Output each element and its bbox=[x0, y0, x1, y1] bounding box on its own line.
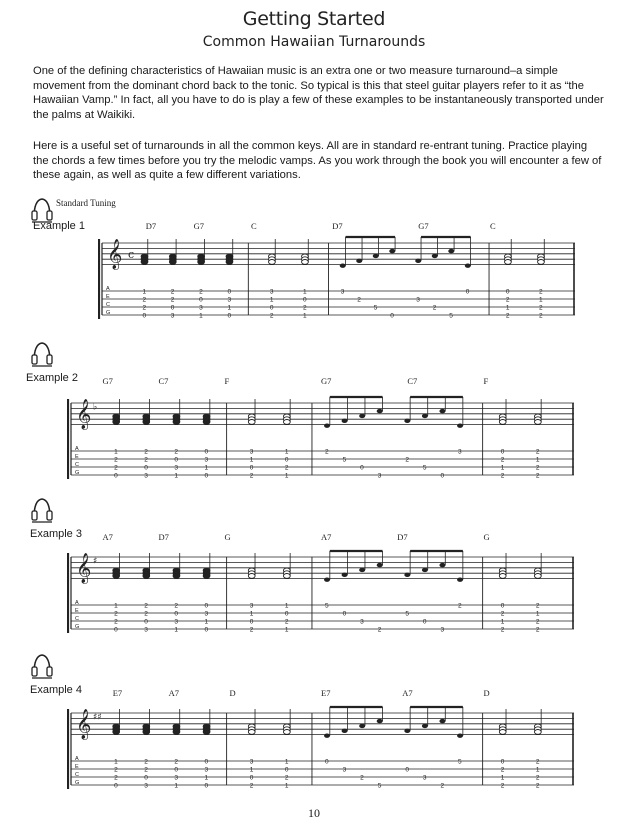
tab-number: 3 bbox=[249, 448, 254, 456]
tab-number: 2 bbox=[377, 626, 382, 634]
tab-number: 5 bbox=[458, 758, 462, 766]
tab-number: 0 bbox=[204, 602, 209, 610]
chord-name: A7 bbox=[168, 688, 179, 698]
tab-number: 2 bbox=[535, 602, 540, 610]
tab-string-letter: A bbox=[75, 600, 79, 606]
tab-number: 0 bbox=[440, 472, 445, 480]
note-head bbox=[439, 563, 445, 567]
tab-number: 0 bbox=[170, 304, 175, 312]
note-head bbox=[432, 254, 438, 258]
tab-number: 0 bbox=[360, 464, 364, 472]
tab-number: 2 bbox=[535, 618, 540, 626]
note-head bbox=[113, 574, 120, 579]
chord-name: A7 bbox=[321, 532, 332, 542]
tab-number: 3 bbox=[269, 288, 274, 296]
tab-number: 5 bbox=[373, 304, 378, 312]
note-head bbox=[457, 577, 463, 581]
chord-name: G7 bbox=[102, 376, 113, 386]
note-head bbox=[226, 260, 233, 265]
tab-number: 1 bbox=[114, 602, 118, 610]
treble-clef-icon: 𝄞 bbox=[76, 553, 92, 584]
note-head bbox=[422, 724, 428, 728]
tab-number: 3 bbox=[144, 782, 148, 790]
tab-number: 2 bbox=[144, 766, 148, 774]
note-head bbox=[359, 568, 365, 572]
note-head bbox=[439, 409, 445, 413]
chord-name: G7 bbox=[321, 376, 332, 386]
tab-number: 1 bbox=[114, 448, 118, 456]
chord-name: D7 bbox=[397, 532, 408, 542]
tab-number: 2 bbox=[170, 288, 175, 296]
tab-number: 1 bbox=[302, 312, 307, 320]
note-head bbox=[356, 259, 362, 263]
tab-number: 2 bbox=[458, 602, 462, 610]
tab-number: 0 bbox=[284, 766, 289, 774]
note-head bbox=[439, 719, 445, 723]
tab-number: 2 bbox=[249, 782, 254, 790]
chord-name: G bbox=[224, 532, 231, 542]
tab-number: 2 bbox=[500, 782, 505, 790]
tab-string-letter: E bbox=[75, 608, 79, 614]
note-head bbox=[203, 574, 210, 579]
chord-name: A7 bbox=[102, 532, 113, 542]
tab-number: 0 bbox=[422, 618, 427, 626]
tab-number: 3 bbox=[416, 296, 420, 304]
tab-number: 1 bbox=[284, 758, 289, 766]
tab-number: 0 bbox=[405, 766, 409, 774]
note-head bbox=[538, 260, 545, 265]
tab-number: 3 bbox=[227, 296, 232, 304]
note-head bbox=[203, 730, 210, 735]
note-head bbox=[377, 409, 383, 413]
tab-number: 1 bbox=[204, 464, 209, 472]
tab-number: 0 bbox=[199, 296, 203, 304]
tab-number: 0 bbox=[144, 618, 148, 626]
intro-paragraph-2: Here is a useful set of turnarounds in all the common keys. All are in standard re-entrant tuning. Practice playing the chords a few times before you try the melodic vamps. As you work through the book you will encounter a few of these again, as well as quite a few different variations. bbox=[33, 140, 602, 182]
tab-number: 1 bbox=[302, 288, 307, 296]
note-head bbox=[534, 420, 541, 425]
tab-number: 1 bbox=[535, 766, 540, 774]
tab-number: 1 bbox=[284, 448, 289, 456]
tab-number: 2 bbox=[500, 456, 505, 464]
example-label: Example 4 bbox=[30, 684, 82, 696]
intro-paragraph-1: One of the defining characteristics of Hawaiian music is an extra one or two measure turnaround–a simple movement from the dominant chord back to the tonic. So typical is this that steel guitar players refer to it as “the Hawaiian Vamp.” In fact, all you have to do is play a few of these examples to be instantaneously transported under the palms at Waikiki. bbox=[33, 65, 604, 121]
tab-number: 1 bbox=[505, 304, 510, 312]
tab-number: 1 bbox=[535, 456, 540, 464]
tab-number: 2 bbox=[144, 448, 148, 456]
tab-number: 0 bbox=[342, 610, 347, 618]
tab-number: 3 bbox=[144, 472, 148, 480]
page-number: 10 bbox=[308, 806, 320, 820]
tab-string-letter: E bbox=[75, 764, 79, 770]
note-head bbox=[359, 414, 365, 418]
tab-number: 3 bbox=[249, 602, 254, 610]
note-head bbox=[173, 730, 180, 735]
tab-number: 1 bbox=[249, 766, 254, 774]
tab-number: 2 bbox=[144, 758, 148, 766]
tab-number: 5 bbox=[325, 602, 329, 610]
tab-number: 2 bbox=[199, 288, 203, 296]
note-head bbox=[324, 577, 330, 581]
tab-number: 2 bbox=[538, 312, 543, 320]
tab-number: 1 bbox=[284, 472, 289, 480]
note-head bbox=[404, 573, 410, 577]
tab-number: 0 bbox=[142, 312, 147, 320]
tab-number: 2 bbox=[144, 610, 148, 618]
tab-string-letter: A bbox=[75, 756, 79, 762]
note-head bbox=[342, 729, 348, 733]
tab-number: 3 bbox=[199, 304, 203, 312]
audio-track-icon bbox=[31, 652, 53, 680]
note-head bbox=[373, 254, 379, 258]
tab-number: 0 bbox=[144, 774, 148, 782]
note-head bbox=[377, 563, 383, 567]
note-head bbox=[173, 420, 180, 425]
time-signature: c bbox=[128, 248, 135, 262]
tab-string-letter: A bbox=[75, 446, 79, 452]
tab-number: 2 bbox=[405, 456, 409, 464]
tab-number: 0 bbox=[114, 782, 118, 790]
tab-number: 2 bbox=[174, 758, 179, 766]
tab-number: 3 bbox=[440, 626, 445, 634]
chord-name: C bbox=[489, 221, 496, 231]
tab-number: 1 bbox=[500, 774, 505, 782]
tab-number: 1 bbox=[538, 296, 543, 304]
tab-number: 1 bbox=[199, 312, 203, 320]
tab-number: 2 bbox=[500, 626, 505, 634]
tab-number: 2 bbox=[144, 456, 148, 464]
note-head bbox=[422, 414, 428, 418]
note-head bbox=[404, 729, 410, 733]
tab-number: 0 bbox=[174, 456, 179, 464]
note-head bbox=[505, 260, 512, 265]
note-head bbox=[203, 420, 210, 425]
note-head bbox=[340, 263, 346, 267]
tab-number: 2 bbox=[538, 288, 543, 296]
tab-string-letter: C bbox=[75, 616, 79, 622]
tuning-note: Standard Tuning bbox=[56, 198, 116, 208]
note-head bbox=[113, 730, 120, 735]
tab-number: 0 bbox=[284, 456, 289, 464]
tab-string-letter: G bbox=[106, 310, 111, 316]
tab-number: 0 bbox=[174, 610, 179, 618]
tab-number: 2 bbox=[535, 774, 540, 782]
chord-name: F bbox=[224, 376, 230, 386]
tab-number: 2 bbox=[538, 304, 543, 312]
tab-number: 1 bbox=[535, 610, 540, 618]
note-head bbox=[248, 730, 255, 735]
tab-number: 1 bbox=[204, 618, 209, 626]
note-head bbox=[389, 249, 395, 253]
tab-number: 0 bbox=[500, 602, 505, 610]
tab-number: 1 bbox=[284, 782, 289, 790]
tab-number: 0 bbox=[144, 464, 148, 472]
note-head bbox=[143, 730, 150, 735]
tab-number: 2 bbox=[535, 626, 540, 634]
tab-number: 1 bbox=[249, 456, 254, 464]
tab-number: 2 bbox=[500, 610, 505, 618]
tab-number: 3 bbox=[342, 766, 347, 774]
tab-number: 1 bbox=[114, 758, 118, 766]
tab-string-letter: C bbox=[75, 772, 79, 778]
chord-name: G bbox=[483, 532, 490, 542]
note-head bbox=[359, 724, 365, 728]
tab-string-letter: E bbox=[106, 294, 110, 300]
tab-number: 2 bbox=[357, 296, 361, 304]
tab-number: 2 bbox=[174, 602, 179, 610]
tab-number: 0 bbox=[227, 312, 232, 320]
treble-clef-icon: 𝄞 bbox=[76, 399, 92, 430]
note-head bbox=[342, 419, 348, 423]
chord-name: C bbox=[250, 221, 257, 231]
example-label: Example 3 bbox=[30, 528, 82, 540]
tab-number: 5 bbox=[377, 782, 382, 790]
tab-number: 3 bbox=[174, 774, 179, 782]
note-head bbox=[143, 420, 150, 425]
key-signature: ♯♯ bbox=[93, 712, 102, 723]
tab-number: 0 bbox=[325, 758, 329, 766]
tab-number: 2 bbox=[114, 766, 118, 774]
note-head bbox=[173, 574, 180, 579]
note-head bbox=[404, 419, 410, 423]
music-system bbox=[67, 393, 575, 493]
tab-number: 1 bbox=[174, 472, 179, 480]
chord-name: A7 bbox=[402, 688, 413, 698]
tab-number: 3 bbox=[144, 626, 148, 634]
note-head bbox=[198, 260, 205, 265]
tab-number: 0 bbox=[390, 312, 394, 320]
chord-name: D7 bbox=[158, 532, 169, 542]
example-label: Example 1 bbox=[33, 220, 85, 232]
tab-number: 2 bbox=[535, 448, 540, 456]
tab-number: 2 bbox=[284, 618, 289, 626]
tab-number: 2 bbox=[144, 602, 148, 610]
tab-number: 0 bbox=[249, 774, 254, 782]
note-head bbox=[248, 420, 255, 425]
tab-number: 3 bbox=[174, 464, 179, 472]
treble-clef-icon: 𝄞 bbox=[107, 239, 123, 270]
tab-number: 2 bbox=[535, 782, 540, 790]
tab-number: 2 bbox=[114, 464, 118, 472]
tab-number: 0 bbox=[500, 758, 505, 766]
tab-number: 2 bbox=[174, 448, 179, 456]
tab-number: 2 bbox=[500, 472, 505, 480]
note-head bbox=[283, 730, 290, 735]
tab-number: 1 bbox=[284, 626, 289, 634]
tab-number: 2 bbox=[142, 296, 147, 304]
tab-number: 1 bbox=[227, 304, 232, 312]
page-title: Getting Started bbox=[242, 8, 386, 30]
tab-number: 3 bbox=[174, 618, 179, 626]
note-head bbox=[342, 573, 348, 577]
tab-string-letter: E bbox=[75, 454, 79, 460]
page-subtitle: Common Hawaiian Turnarounds bbox=[202, 34, 426, 50]
tab-number: 0 bbox=[465, 288, 470, 296]
tab-number: 5 bbox=[405, 610, 409, 618]
tab-number: 2 bbox=[302, 304, 307, 312]
chord-name: D7 bbox=[332, 221, 343, 231]
note-head bbox=[169, 260, 176, 265]
tab-number: 2 bbox=[284, 464, 289, 472]
note-head bbox=[415, 259, 421, 263]
tab-number: 2 bbox=[440, 782, 445, 790]
note-head bbox=[457, 733, 463, 737]
tab-number: 2 bbox=[284, 774, 289, 782]
tab-number: 3 bbox=[377, 472, 382, 480]
tab-string-letter: C bbox=[106, 302, 110, 308]
tab-number: 2 bbox=[114, 610, 118, 618]
chord-name: D bbox=[483, 688, 490, 698]
tab-number: 3 bbox=[204, 766, 209, 774]
tab-number: 2 bbox=[535, 472, 540, 480]
tab-number: 2 bbox=[269, 312, 274, 320]
treble-clef-icon: 𝄞 bbox=[76, 709, 92, 740]
tab-number: 0 bbox=[114, 472, 118, 480]
chord-name: G7 bbox=[418, 221, 429, 231]
tab-number: 1 bbox=[249, 610, 254, 618]
tab-string-letter: G bbox=[75, 780, 80, 786]
tab-number: 1 bbox=[174, 782, 179, 790]
tab-number: 3 bbox=[204, 610, 209, 618]
tab-number: 1 bbox=[284, 602, 289, 610]
tab-number: 3 bbox=[422, 774, 427, 782]
note-head bbox=[324, 423, 330, 427]
tab-number: 1 bbox=[500, 464, 505, 472]
tab-number: 0 bbox=[227, 288, 232, 296]
note-head bbox=[141, 260, 148, 265]
chord-name: D7 bbox=[145, 221, 157, 231]
tab-number: 1 bbox=[269, 296, 274, 304]
tab-number: 5 bbox=[449, 312, 453, 320]
chord-name: C7 bbox=[407, 376, 418, 386]
tab-number: 3 bbox=[458, 448, 462, 456]
tab-number: 0 bbox=[204, 626, 209, 634]
note-head bbox=[377, 719, 383, 723]
tab-number: 0 bbox=[204, 782, 209, 790]
tab-number: 2 bbox=[535, 464, 540, 472]
audio-track-icon bbox=[31, 340, 53, 368]
tab-string-letter: A bbox=[106, 286, 110, 292]
tab-string-letter: G bbox=[75, 470, 80, 476]
tab-number: 2 bbox=[360, 774, 364, 782]
tab-number: 2 bbox=[505, 296, 510, 304]
chord-name: G7 bbox=[193, 221, 204, 231]
note-head bbox=[248, 574, 255, 579]
tab-number: 3 bbox=[170, 312, 175, 320]
tab-number: 1 bbox=[500, 618, 505, 626]
example-label: Example 2 bbox=[26, 372, 78, 384]
tab-number: 2 bbox=[325, 448, 329, 456]
tab-number: 2 bbox=[249, 472, 254, 480]
note-head bbox=[499, 574, 506, 579]
tab-number: 0 bbox=[249, 618, 254, 626]
note-head bbox=[457, 423, 463, 427]
music-system bbox=[98, 233, 576, 333]
tab-number: 3 bbox=[340, 288, 345, 296]
tab-number: 0 bbox=[505, 288, 510, 296]
chord-name: D bbox=[229, 688, 236, 698]
note-head bbox=[534, 730, 541, 735]
tab-number: 0 bbox=[249, 464, 254, 472]
tab-number: 0 bbox=[204, 758, 209, 766]
note-head bbox=[283, 574, 290, 579]
tab-number: 2 bbox=[142, 304, 147, 312]
tab-number: 2 bbox=[114, 456, 118, 464]
note-head bbox=[448, 249, 454, 253]
note-head bbox=[534, 574, 541, 579]
tab-number: 2 bbox=[170, 296, 175, 304]
tab-number: 0 bbox=[269, 304, 274, 312]
tab-string-letter: G bbox=[75, 624, 80, 630]
key-signature: ♯ bbox=[93, 556, 98, 567]
tab-number: 0 bbox=[114, 626, 118, 634]
key-signature: ♭ bbox=[93, 402, 98, 413]
note-head bbox=[302, 260, 309, 265]
note-head bbox=[499, 730, 506, 735]
tab-number: 2 bbox=[432, 304, 437, 312]
tab-number: 3 bbox=[360, 618, 364, 626]
tab-number: 0 bbox=[284, 610, 289, 618]
note-head bbox=[269, 260, 276, 265]
tab-number: 2 bbox=[500, 766, 505, 774]
tab-number: 2 bbox=[535, 758, 540, 766]
note-head bbox=[283, 420, 290, 425]
chord-name: F bbox=[483, 376, 489, 386]
note-head bbox=[143, 574, 150, 579]
tab-number: 0 bbox=[204, 448, 209, 456]
tab-number: 2 bbox=[249, 626, 254, 634]
note-head bbox=[113, 420, 120, 425]
note-head bbox=[324, 733, 330, 737]
chord-name: E7 bbox=[321, 688, 331, 698]
tab-number: 1 bbox=[142, 288, 147, 296]
music-system bbox=[67, 547, 575, 647]
tab-number: 2 bbox=[114, 618, 118, 626]
tab-number: 5 bbox=[422, 464, 427, 472]
note-head bbox=[499, 420, 506, 425]
tab-string-letter: C bbox=[75, 462, 79, 468]
tab-number: 2 bbox=[114, 774, 118, 782]
tab-number: 3 bbox=[249, 758, 254, 766]
note-head bbox=[465, 263, 471, 267]
tab-number: 0 bbox=[204, 472, 209, 480]
tab-number: 2 bbox=[505, 312, 510, 320]
tab-number: 0 bbox=[500, 448, 505, 456]
tab-number: 0 bbox=[302, 296, 307, 304]
tab-number: 5 bbox=[342, 456, 347, 464]
tab-number: 0 bbox=[174, 766, 179, 774]
tab-number: 1 bbox=[204, 774, 209, 782]
chord-name: E7 bbox=[112, 688, 123, 698]
chord-name: C7 bbox=[158, 376, 169, 386]
tab-number: 3 bbox=[204, 456, 209, 464]
note-head bbox=[422, 568, 428, 572]
audio-track-icon bbox=[31, 496, 53, 524]
music-system bbox=[67, 703, 575, 803]
tab-number: 1 bbox=[174, 626, 179, 634]
